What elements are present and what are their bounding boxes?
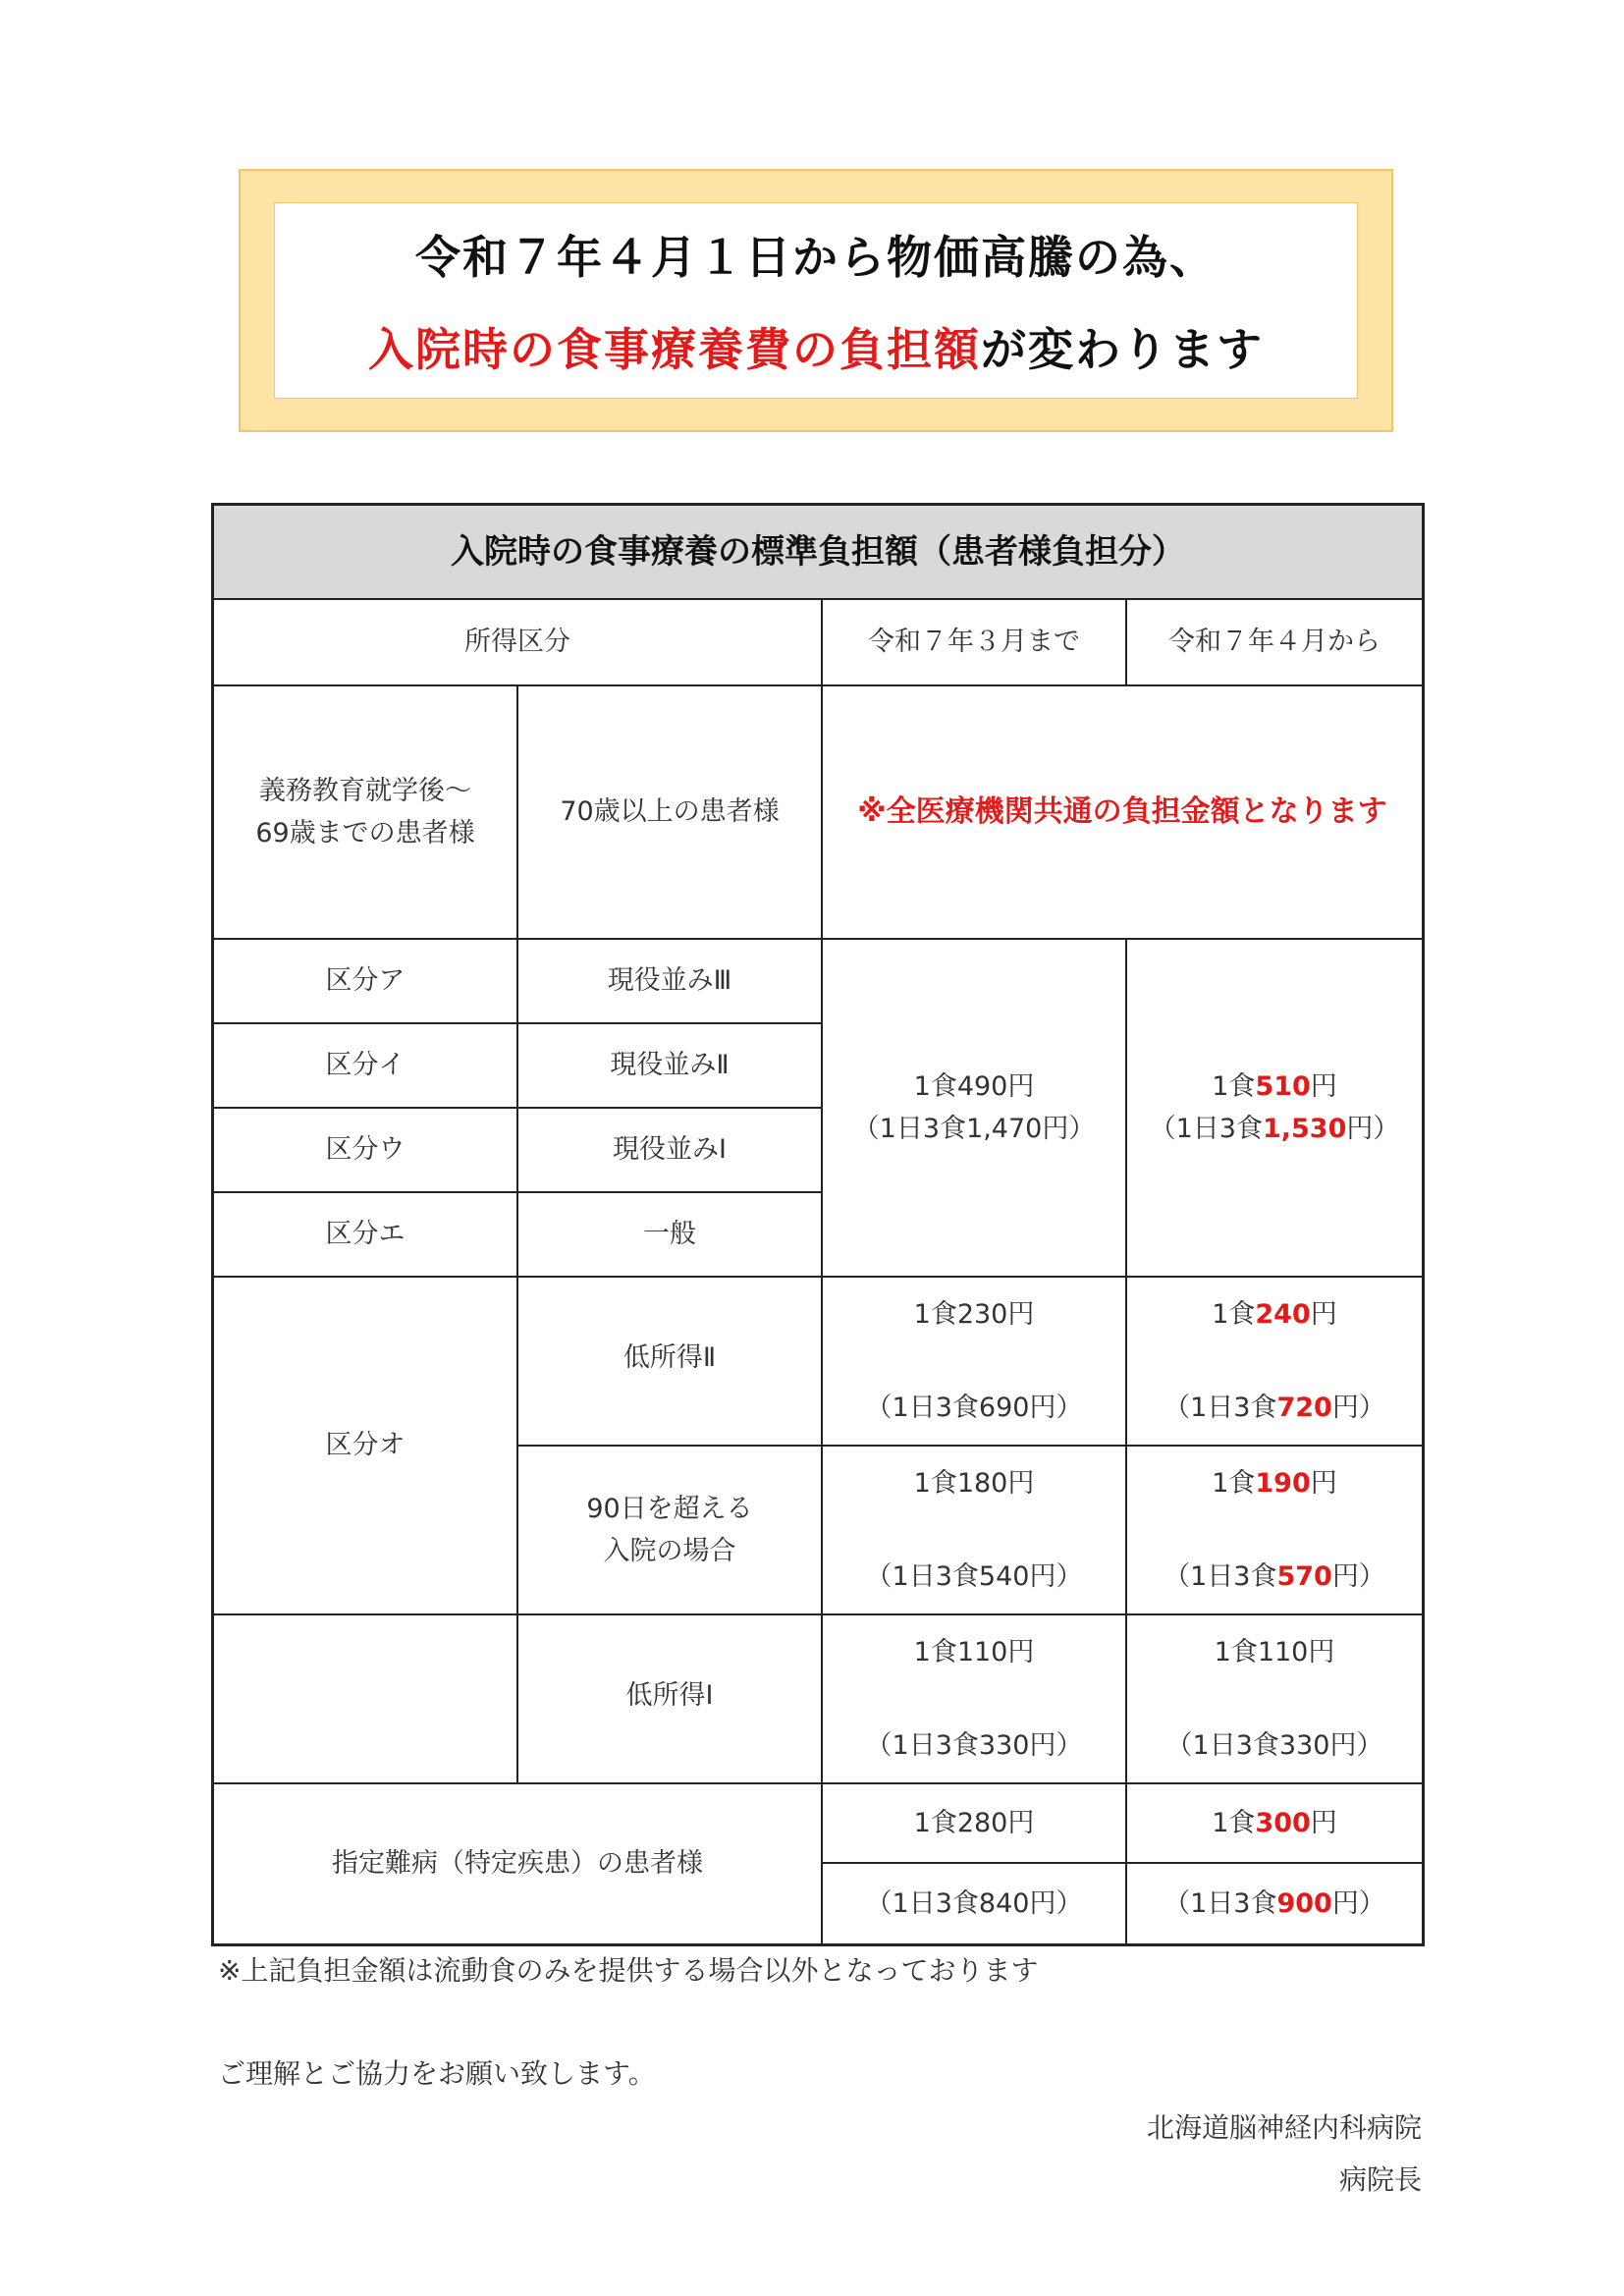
hospital-name: 北海道脳神経内科病院: [1146, 2111, 1422, 2144]
low1-label: 低所得Ⅰ: [518, 1615, 823, 1784]
announcement-banner: [239, 169, 1393, 432]
common-notice: [823, 686, 1422, 940]
suffix: 円: [1310, 1299, 1337, 1330]
over90-after-day: [1164, 1556, 1385, 1598]
low2-before: [823, 1278, 1127, 1447]
low2-label: 低所得Ⅱ: [518, 1278, 823, 1447]
suffix: 円: [1310, 1807, 1337, 1838]
low2-after: [1127, 1278, 1422, 1447]
announcement-line2: [368, 314, 1264, 379]
prefix: 1食: [1212, 1070, 1256, 1102]
new-price: 900: [1276, 1887, 1332, 1919]
new-price: 570: [1276, 1560, 1332, 1592]
new-price: 510: [1255, 1070, 1311, 1102]
low1-before: [823, 1615, 1127, 1784]
low2-before-day: （1日3食690円）: [865, 1392, 1083, 1423]
suffix: 円）: [1346, 1114, 1400, 1144]
prefix: 1食: [1212, 1468, 1256, 1499]
designated-label: 指定難病（特定疾患）の患者様: [214, 1784, 823, 1943]
header-category: 所得区分: [214, 600, 823, 686]
announcement-line2-rest: が変わります: [981, 323, 1264, 376]
suffix: 円）: [1331, 1392, 1385, 1423]
kubun-a-sub: 現役並みⅢ: [518, 940, 823, 1024]
prefix: （1日3食: [1164, 1560, 1277, 1592]
kubun-i-label: 区分イ: [214, 1024, 518, 1109]
over90-before-day: （1日3食540円）: [865, 1560, 1083, 1592]
over90-before-meal: 1食180円: [913, 1468, 1035, 1499]
prefix: 1食: [1212, 1299, 1256, 1330]
kubun-u-sub: 現役並みⅠ: [518, 1109, 823, 1193]
kubun-u-label: 区分ウ: [214, 1109, 518, 1193]
prefix: （1日3食: [1164, 1887, 1277, 1919]
general-before-day: （1日3食1,470円）: [852, 1114, 1096, 1144]
over90-before: [823, 1447, 1127, 1615]
low2-before-meal: 1食230円: [913, 1299, 1035, 1330]
low1-before-day: （1日3食330円）: [865, 1729, 1083, 1761]
announcement-box: [274, 202, 1358, 399]
low2-after-day: [1164, 1387, 1385, 1429]
group-under70: 義務教育就学後～ 69歳までの患者様: [214, 686, 518, 940]
prefix: （1日3食: [1149, 1114, 1263, 1144]
kubun-i-sub: 現役並みⅡ: [518, 1024, 823, 1109]
prefix: 1食: [1212, 1807, 1256, 1838]
low1-after: [1127, 1615, 1422, 1784]
fee-table: [211, 503, 1425, 1946]
thanks-message: ご理解とご協力をお願い致します。: [218, 2057, 656, 2090]
new-price: 240: [1255, 1299, 1311, 1330]
prefix: （1日3食: [1164, 1392, 1277, 1423]
new-price: 1,530: [1262, 1114, 1347, 1144]
low1-after-meal: 1食110円: [1214, 1637, 1335, 1667]
suffix: 円）: [1331, 1887, 1385, 1919]
group-over70: 70歳以上の患者様: [518, 686, 823, 940]
suffix: 円: [1310, 1070, 1337, 1102]
table-title: 入院時の食事療養の標準負担額（患者様負担分）: [214, 506, 1422, 600]
suffix: 円: [1310, 1468, 1337, 1499]
new-price: 720: [1276, 1392, 1332, 1423]
general-after-day: [1150, 1108, 1400, 1150]
general-before: [823, 940, 1127, 1278]
new-price: 190: [1255, 1468, 1311, 1499]
director-title: 病院長: [1338, 2163, 1422, 2196]
announcement-highlight: 入院時の食事療養費の負担額: [368, 323, 981, 376]
low1-after-day: （1日3食330円）: [1165, 1729, 1383, 1761]
header-after: 令和７年４月から: [1127, 600, 1422, 686]
designated-before-day: （1日3食840円）: [823, 1864, 1127, 1943]
designated-before-meal: 1食280円: [823, 1784, 1127, 1864]
suffix: 円）: [1331, 1560, 1385, 1592]
over90-after-meal: [1164, 1462, 1385, 1504]
low1-empty: [214, 1615, 518, 1784]
kubun-e-label: 区分エ: [214, 1193, 518, 1278]
kubun-e-sub: 一般: [518, 1193, 823, 1278]
footnote: ※上記負担金額は流動食のみを提供する場合以外となっております: [218, 1954, 1039, 1987]
low2-after-meal: [1164, 1293, 1385, 1336]
new-price: 300: [1255, 1807, 1311, 1838]
general-after: [1127, 940, 1422, 1278]
common-notice-text: ※全医療機関共通の負担金額となります: [857, 794, 1387, 829]
over90-label: 90日を超える 入院の場合: [518, 1447, 823, 1615]
general-before-meal: 1食490円: [913, 1070, 1035, 1102]
announcement-line1: 令和７年４月１日から物価高騰の為、: [415, 231, 1217, 284]
designated-after-day: [1127, 1864, 1422, 1943]
designated-after-meal: [1127, 1784, 1422, 1864]
low1-before-meal: 1食110円: [913, 1637, 1035, 1667]
header-before: 令和７年３月まで: [823, 600, 1127, 686]
general-after-meal: [1212, 1066, 1337, 1108]
kubun-a-label: 区分ア: [214, 940, 518, 1024]
kubun-o-label: 区分オ: [214, 1278, 518, 1615]
over90-after: [1127, 1447, 1422, 1615]
